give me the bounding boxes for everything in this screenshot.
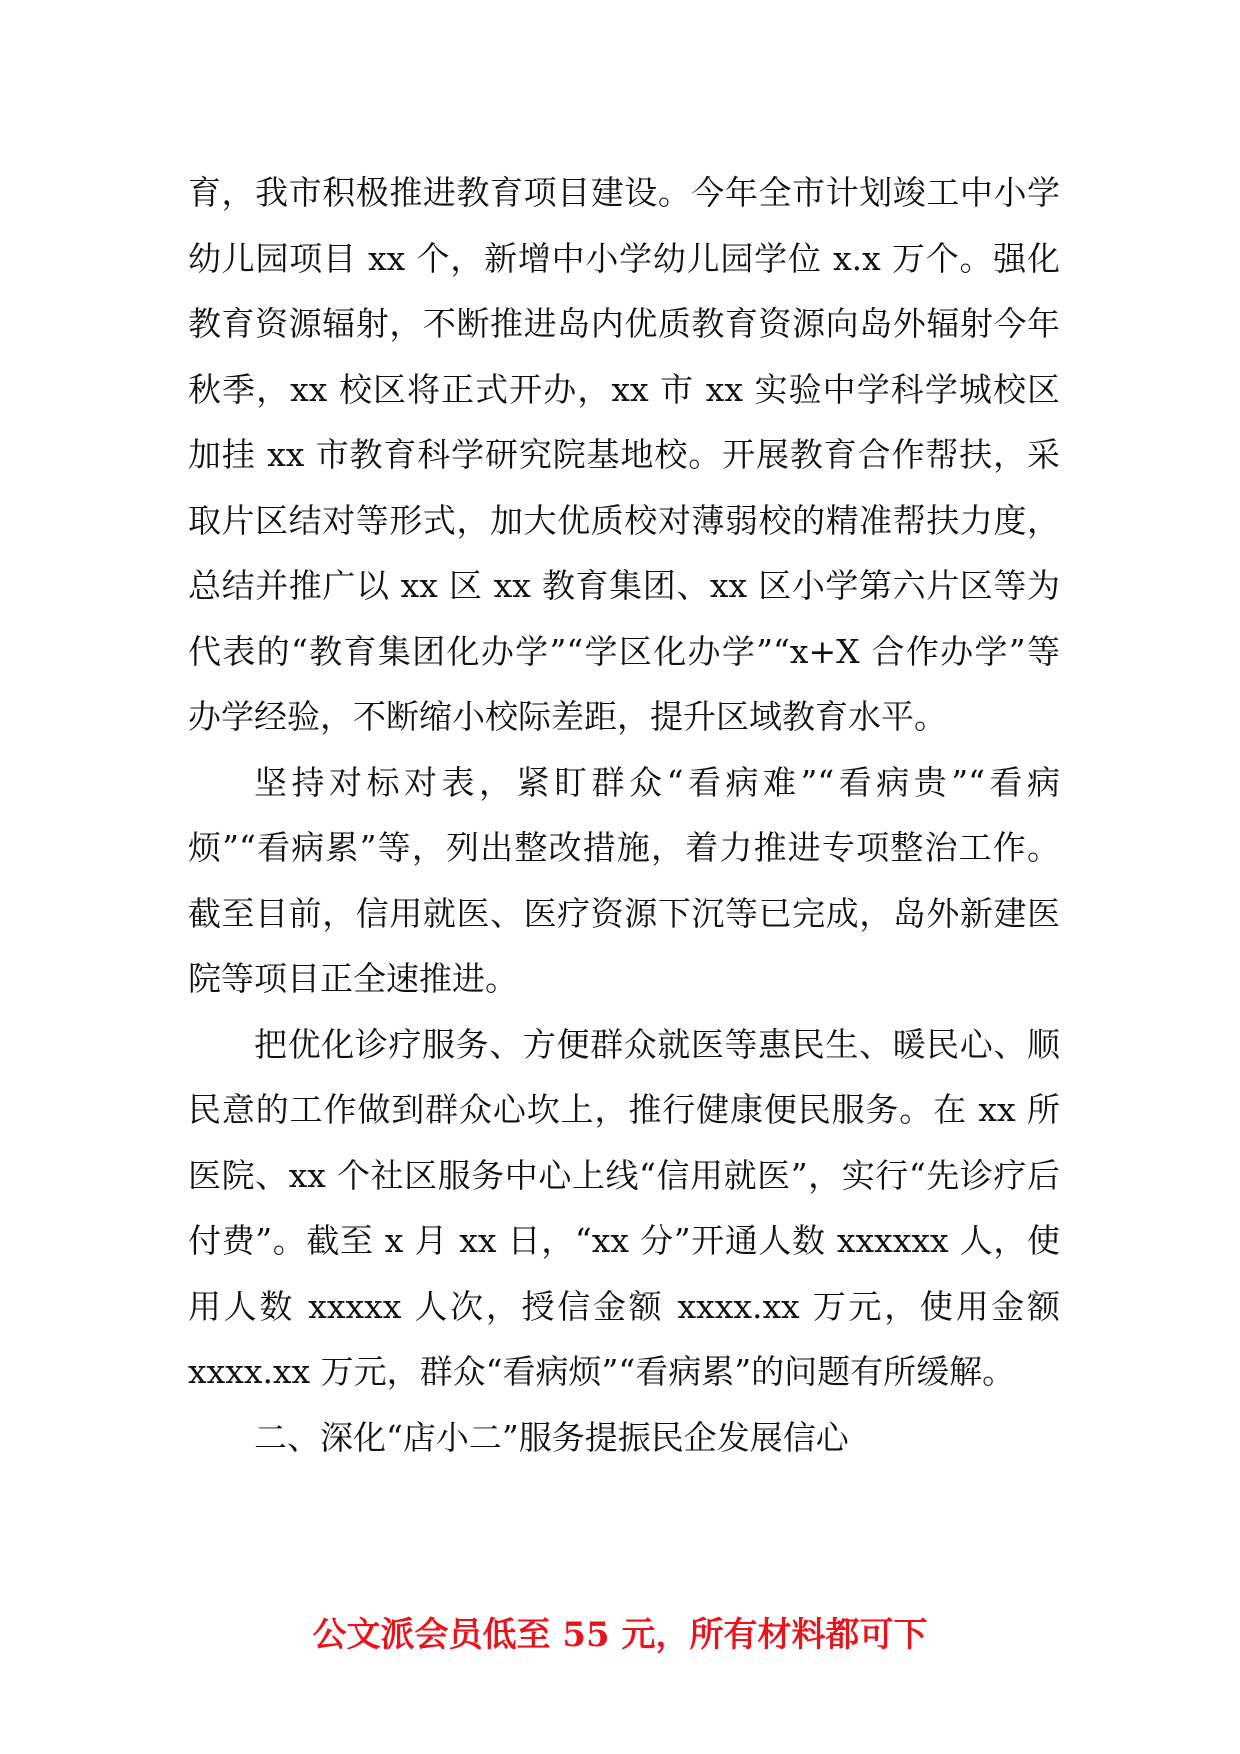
paragraph-credit-medical-service: 把优化诊疗服务、方便群众就医等惠民生、暖民心、顺民意的工作做到群众心坎上，推行健康便民服务。在 xx 所医院、xx 个社区服务中心上线“信用就医”，实行“先诊疗后付费”。截至 x 月 xx 日，“xx 分”开通人数 xxxxxx 人，使用人数 xxxxx 人次，授信金额 xxxx.xx 万元，使用金额 xxxx.xx 万元，群众“看病烦”“看病累”的问题有所缓解。 (188, 1024, 1060, 1391)
promo-banner: 公文派会员低至 55 元，所有材料都可下 (312, 1615, 928, 1655)
section-heading: 二、深化“店小二”服务提振民企发展信心 (254, 1417, 849, 1457)
paragraph-education-continued: 育，我市积极推进教育项目建设。今年全市计划竣工中小学幼儿园项目 xx 个，新增中小学幼儿园学位 x.x 万个。强化教育资源辐射，不断推进岛内优质教育资源向岛外辐射今年秋季，xx 校区将正式开办，xx 市 xx 实验中学科学城校区加挂 xx 市教育科学研究院基地校。开展教育合作帮扶，采取片区结对等形式，加大优质校对薄弱校的精准帮扶力度，总结并推广以 xx 区 xx 教育集团、xx 区小学第六片区等为代表的“教育集团化办学”“学区化办学”“x+X 合作办学”等办学经验，不断缩小校际差距，提升区域教育水平。 (188, 173, 1060, 736)
document-body (188, 160, 1060, 1470)
paragraph-medical-rectification: 坚持对标对表，紧盯群众“看病难”“看病贵”“看病烦”“看病累”等，列出整改措施，着力推进专项整治工作。截至目前，信用就医、医疗资源下沉等已完成，岛外新建医院等项目正全速推进。 (188, 762, 1060, 998)
